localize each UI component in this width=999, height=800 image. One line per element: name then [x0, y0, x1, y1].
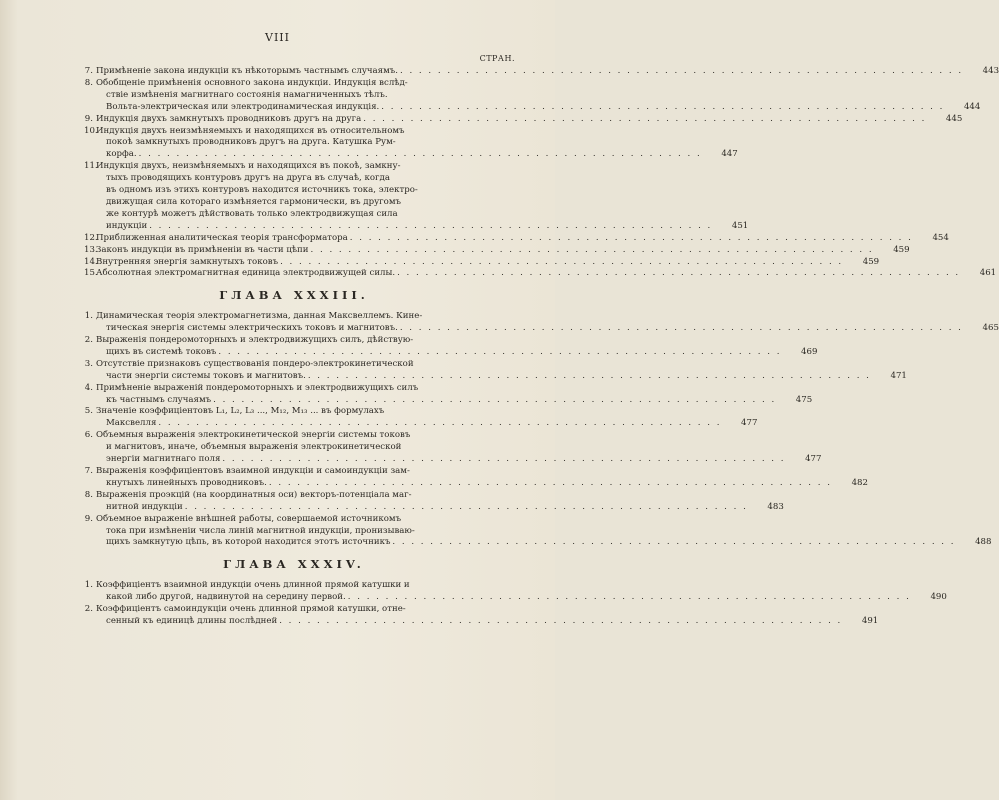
- toc-page-number: 491: [861, 615, 879, 626]
- toc-entry-text: тока при измѣненіи числа линій магнитной индукціи, пронизываю-: [106, 525, 415, 536]
- toc-entry-line: [96, 90, 980, 102]
- toc-entry-line: [96, 185, 748, 197]
- toc-entry-line: [96, 197, 748, 209]
- toc-entry-text: Динамическая теорія электромагнетизма, данная Максвеллемъ. Кине-: [96, 311, 423, 322]
- toc-entry-line: [96, 580, 947, 592]
- page-folio: VIII: [265, 31, 290, 44]
- toc-entry-line: [96, 311, 999, 323]
- toc-entry-text: Выраженія коэффиціентовъ взаимной индукціи и самоиндукціи зам-: [96, 466, 410, 476]
- toc-entry: [84, 66, 999, 78]
- toc-leader-dots: [147, 221, 712, 233]
- toc-entry-number: 3.: [84, 358, 93, 369]
- toc-leader-dots: [390, 537, 955, 549]
- toc-entry-text: покоѣ замкнутыхъ проводниковъ другъ на друга. Катушка Рум-: [106, 137, 396, 148]
- toc-entry: [84, 406, 758, 430]
- toc-page-number: 451: [731, 220, 749, 231]
- toc-entry: [84, 430, 822, 466]
- toc-entry-text: Примѣненіе закона индукціи къ нѣкоторымъ частнымъ случаямъ.: [96, 66, 398, 76]
- toc-entry-number: 4.: [84, 382, 93, 393]
- toc-entry-number: 9.: [84, 113, 93, 124]
- toc-entry-number: 1.: [84, 311, 93, 322]
- toc-entry-text: Индукція двухъ, неизмѣняемыхъ и находящихся въ покоѣ, замкну-: [96, 161, 401, 172]
- toc-entry-number: 7.: [84, 66, 93, 76]
- toc-entry-number: 8.: [84, 489, 93, 500]
- toc-entry-number: 12.: [84, 232, 98, 243]
- toc-entry-number: 15.: [84, 268, 98, 279]
- toc-page-number: 475: [795, 394, 813, 405]
- toc-page-number: 459: [862, 256, 880, 267]
- toc-entry-text: Внутренняя энергія замкнутыхъ токовъ: [96, 256, 279, 267]
- toc-entry-line: [96, 418, 757, 430]
- toc-entry-line: [96, 406, 757, 418]
- toc-leader-dots: [277, 616, 842, 628]
- toc-entry-line: [96, 173, 748, 185]
- toc-entry: [84, 77, 981, 114]
- toc-entry-text: Отсутствіе признаковъ существованія пондеро-электрокинетической: [96, 358, 414, 369]
- toc-entry-line: [96, 161, 748, 173]
- toc-entry-line: [96, 335, 817, 347]
- toc-leader-dots: [216, 347, 781, 359]
- table-of-contents: [84, 66, 999, 628]
- toc-entry-text: Выраженія пондеромоторныхъ и электродвижущихъ силъ, дѣйствую-: [96, 335, 414, 346]
- toc-entry-line: [96, 114, 962, 126]
- toc-entry-number: 2.: [84, 335, 93, 346]
- toc-entry: [84, 125, 738, 162]
- toc-entry-line: [96, 616, 878, 628]
- toc-entry-text: Обобщеніе примѣненія основного закона индукціи. Индукція вслѣд-: [96, 77, 408, 88]
- toc-entry-line: [96, 126, 738, 138]
- toc-entry-text: и магнитовъ, иначе, объемныя выраженія электрокинетической: [106, 442, 402, 453]
- toc-entry-line: [96, 604, 878, 616]
- toc-entry-line: [96, 395, 812, 407]
- toc-entry-line: [96, 257, 879, 269]
- toc-entry-text: части энергіи системы токовъ и магнитовъ.: [106, 370, 306, 381]
- toc-leader-dots: [361, 114, 926, 126]
- toc-leader-dots: [348, 233, 913, 245]
- toc-entry-line: [96, 149, 738, 161]
- toc-page-number: 482: [851, 477, 868, 488]
- toc-entry-text: Коэффиціентъ взаимной индукціи очень длинной прямой катушки и: [96, 580, 410, 591]
- toc-entry-text: Индукція двухъ неизмѣняемыхъ и находящихся въ относительномъ: [96, 125, 405, 136]
- toc-entry-line: [96, 478, 868, 490]
- toc-entry-line: [96, 514, 992, 526]
- toc-entry-line: [96, 66, 999, 78]
- toc-entry-text: Абсолютная электромагнитная единица электродвижущей силы.: [96, 268, 396, 279]
- chapter-heading: ГЛАВА XXXIII.: [219, 288, 369, 303]
- toc-entry-text: Вольта-электрическая или электродинамическая индукція.: [106, 101, 380, 112]
- toc-page-number: 443: [982, 66, 999, 76]
- toc-leader-dots: [278, 257, 843, 269]
- toc-entry-number: 2.: [84, 604, 93, 615]
- toc-page-number: 477: [805, 454, 822, 465]
- toc-leader-dots: [220, 454, 785, 466]
- toc-entry-line: [96, 502, 784, 514]
- toc-entry: [84, 268, 997, 280]
- toc-entry-number: 14.: [84, 256, 98, 267]
- toc-entry: [84, 604, 879, 628]
- toc-page-number: 445: [945, 113, 963, 124]
- toc-entry-line: [96, 371, 907, 383]
- toc-entry-line: [96, 383, 812, 395]
- toc-entry-number: 10.: [84, 125, 98, 136]
- toc-entry-text: въ одномъ изъ этихъ контуровъ находится источникъ тока, электро-: [106, 185, 418, 196]
- toc-entry-line: [96, 359, 907, 371]
- toc-entry-line: [96, 466, 868, 478]
- toc-entry-line: [96, 323, 999, 335]
- toc-entry-number: 5.: [84, 406, 93, 417]
- toc-entry-line: [96, 347, 817, 359]
- toc-entry-text: Объемное выраженіе внѣшней работы, совершаемой источникомъ: [96, 513, 402, 524]
- toc-entry-number: 9.: [84, 513, 93, 524]
- toc-leader-dots: [137, 149, 702, 161]
- toc-entry: [84, 335, 818, 359]
- toc-entry-text: тыхъ проводящихъ контуровъ другъ на друга въ случаѣ, когда: [106, 173, 390, 184]
- toc-entry-text: энергіи магнитнаго поля: [106, 454, 221, 465]
- toc-entry-text: Примѣненіе выраженій пондеромоторныхъ и электродвижущихъ силъ: [96, 382, 419, 393]
- chapter-heading: ГЛАВА XXXIV.: [223, 557, 365, 572]
- toc-entry-text: ствіе измѣненія магнитнаго состоянія намагниченныхъ тѣлъ.: [106, 89, 388, 100]
- toc-entry-line: [96, 490, 784, 502]
- toc-entry-line: [96, 137, 738, 149]
- toc-entry-text: Законъ индукціи въ примѣненіи въ части цѣпи: [96, 244, 309, 255]
- toc-leader-dots: [211, 395, 776, 407]
- toc-page-number: 471: [890, 370, 907, 381]
- toc-leader-dots: [156, 418, 721, 430]
- toc-entry-text: Значеніе коэффиціентовъ L₁, L₂, L₃ ..., M₁₂, M₁₃ ... въ формулахъ: [96, 406, 385, 417]
- page-column-header: СТРАН.: [479, 54, 515, 63]
- toc-entry-text: же контурѣ можетъ дѣйствовать только электродвижущая сила: [106, 208, 398, 219]
- toc-entry-line: [96, 526, 992, 538]
- toc-entry-text: Коэффиціентъ самоиндукціи очень длинной прямой катушки, отне-: [96, 604, 406, 615]
- toc-leader-dots: [395, 268, 960, 280]
- toc-entry: [84, 113, 963, 126]
- toc-entry: [84, 466, 868, 490]
- toc-entry-text: Индукція двухъ замкнутыхъ проводниковъ другъ на друга: [96, 113, 362, 124]
- toc-entry: [84, 513, 992, 550]
- toc-entry: [84, 489, 784, 514]
- toc-entry-text: сенный къ единицѣ длины послѣдней: [106, 615, 278, 626]
- toc-page-number: 490: [930, 592, 947, 603]
- toc-entry-number: 7.: [84, 466, 93, 476]
- toc-entry: [84, 232, 949, 245]
- toc-page-number: 488: [975, 537, 992, 548]
- toc-leader-dots: [398, 323, 963, 335]
- toc-page-number: 483: [767, 501, 784, 512]
- toc-entry-text: Приближенная аналитическая теорія трансформатора: [96, 232, 348, 243]
- toc-entry: [84, 580, 947, 604]
- toc-entry: [84, 256, 880, 269]
- toc-entry-number: 1.: [84, 580, 93, 591]
- toc-page-number: 461: [979, 268, 997, 279]
- toc-leader-dots: [346, 592, 911, 604]
- toc-entry-text: Объемныя выраженія электрокинетической энергіи системы токовъ: [96, 430, 411, 441]
- toc-page-number: 444: [963, 101, 981, 112]
- toc-entry-number: 11.: [84, 161, 98, 172]
- toc-entry-text: щихъ замкнутую цѣпь, въ которой находится этотъ источникъ: [106, 537, 391, 548]
- toc-entry-line: [96, 442, 821, 454]
- toc-entry-number: 6.: [84, 430, 93, 441]
- toc-entry: [84, 244, 910, 257]
- toc-page-number: 465: [982, 323, 999, 334]
- toc-leader-dots: [306, 371, 871, 383]
- toc-page-number: 454: [932, 232, 949, 243]
- toc-entry-text: корфа.: [106, 149, 137, 160]
- toc-entry-text: Максвелля: [106, 418, 157, 429]
- toc-entry-line: [96, 430, 821, 442]
- toc-entry-line: [96, 102, 980, 114]
- toc-entry: [84, 311, 999, 335]
- toc-entry-text: индукціи: [106, 220, 148, 231]
- toc-entry-number: 13.: [84, 244, 98, 255]
- toc-entry: [84, 382, 813, 407]
- toc-page-number: 477: [741, 418, 758, 429]
- toc-entry-text: кнутыхъ линейныхъ проводниковъ.: [106, 477, 267, 488]
- toc-leader-dots: [267, 478, 832, 490]
- toc-entry-text: щихъ въ системѣ токовъ: [106, 346, 217, 357]
- toc-entry-line: [96, 221, 748, 233]
- toc-page-number: 447: [721, 149, 738, 160]
- toc-entry-text: Выраженія проэкцій (на координатныя оси) векторъ-потенціала маг-: [96, 489, 412, 500]
- toc-page-number: 469: [801, 346, 818, 357]
- toc-entry-number: 8.: [84, 77, 93, 88]
- toc-entry-line: [96, 592, 947, 604]
- toc-entry-text: движущая сила котораго измѣняется гармонически, въ другомъ: [106, 196, 401, 207]
- toc-entry: [84, 161, 749, 232]
- toc-leader-dots: [398, 66, 963, 78]
- toc-page-number: 459: [893, 244, 910, 255]
- toc-entry-line: [96, 78, 980, 90]
- toc-entry-line: [96, 245, 910, 257]
- toc-entry-text: какой либо другой, надвинутой на середину первой.: [106, 592, 346, 603]
- toc-entry-text: нитной индукціи: [106, 501, 183, 512]
- toc-entry-text: тическая энергія системы электрическихъ токовъ и магнитовъ.: [106, 323, 398, 334]
- toc-entry-line: [96, 268, 996, 280]
- toc-entry-line: [96, 233, 949, 245]
- toc-entry: [84, 358, 907, 383]
- toc-leader-dots: [183, 502, 748, 514]
- toc-entry-text: къ частнымъ случаямъ: [106, 394, 212, 405]
- toc-leader-dots: [309, 245, 874, 257]
- toc-entry-line: [96, 537, 992, 549]
- toc-entry-line: [96, 209, 748, 221]
- toc-entry-line: [96, 454, 821, 466]
- toc-leader-dots: [379, 102, 944, 114]
